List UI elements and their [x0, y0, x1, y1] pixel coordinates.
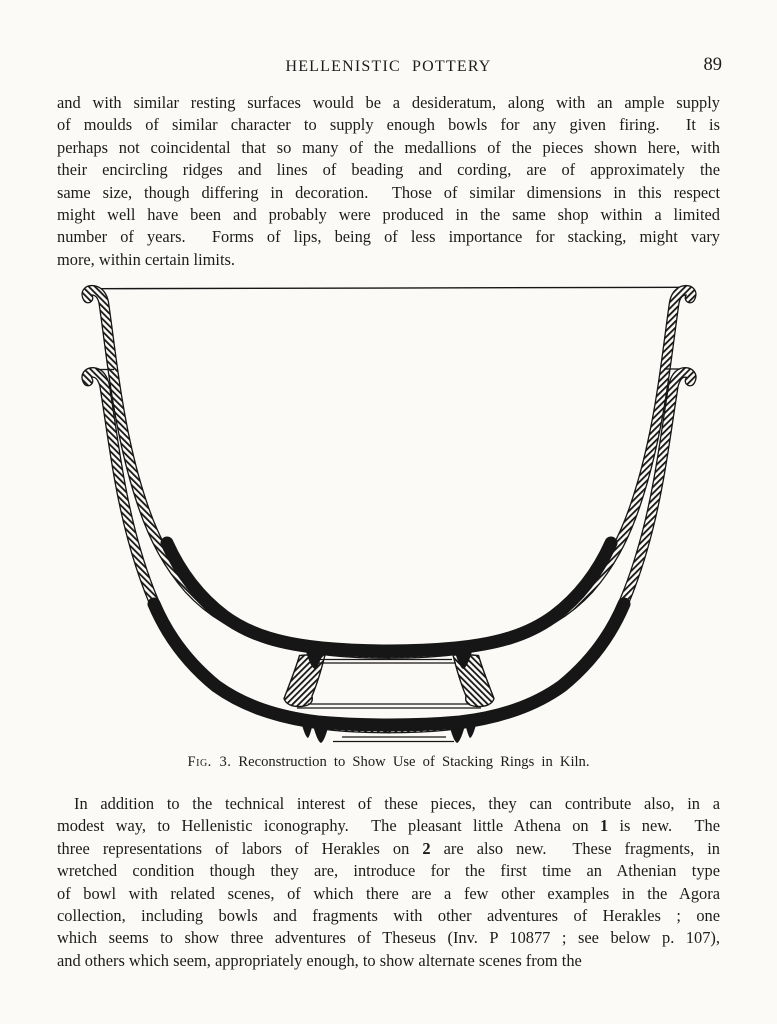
text-line: collection, including bowls and fragments with other adventures of Herakles ; one: [57, 906, 720, 926]
text-line: might well have been and probably were produced in the same shop within a limited: [57, 205, 720, 225]
upper-bowl-blackened-bottom: [167, 543, 611, 651]
figure-caption-label: Fig. 3.: [187, 754, 232, 770]
text-line: In addition to the technical interest of these pieces, they can contribute also, in a: [74, 794, 720, 813]
text-line: modest way, to Hellenistic iconography. The pleasant little Athena on 1 is new. The: [57, 816, 720, 836]
paragraph-2: [57, 793, 720, 972]
upper-bowl-section: [87, 290, 691, 653]
stacking-rings-figure: [70, 280, 710, 752]
figure-caption: [0, 754, 777, 771]
upper-bowl-rim-line: [99, 287, 680, 288]
paragraph-1: [57, 92, 720, 271]
text-line: more, within certain limits.: [57, 249, 235, 269]
figure-3: [70, 280, 710, 752]
text-line: same size, though differing in decoration. Those of similar dimensions in this respect: [57, 182, 720, 202]
page-title: HELLENISTIC POTTERY: [285, 58, 492, 75]
text-line: perhaps not coincidental that so many of the medallions of the pieces shown here, with: [57, 137, 720, 157]
text-line: three representations of labors of Herakles on 2 are also new. These fragments, in: [57, 838, 720, 858]
text-line: and others which seem, appropriately enough, to show alternate scenes from the: [57, 950, 582, 970]
text-line: number of years. Forms of lips, being of less importance for stacking, might vary: [57, 227, 720, 247]
section-lines: [98, 369, 680, 742]
text-line: their encircling ridges and lines of beading and cording, are of approximately the: [57, 160, 720, 180]
text-line: which seems to show three adventures of Theseus (Inv. P 10877 ; see below p. 107),: [57, 928, 720, 948]
page-number: 89: [703, 55, 722, 75]
text-line: of bowl with related scenes, of which there are a few other examples in the Agora: [57, 883, 720, 903]
text-line: of moulds of similar character to supply enough bowls for any given firing. It is: [57, 115, 720, 135]
figure-caption-text: Reconstruction to Show Use of Stacking Rings in Kiln.: [238, 754, 590, 770]
text-line: wretched condition though they are, introduce for the first time an Athenian type: [57, 861, 720, 881]
text-line: and with similar resting surfaces would be a desideratum, along with an ample supply: [57, 93, 720, 112]
